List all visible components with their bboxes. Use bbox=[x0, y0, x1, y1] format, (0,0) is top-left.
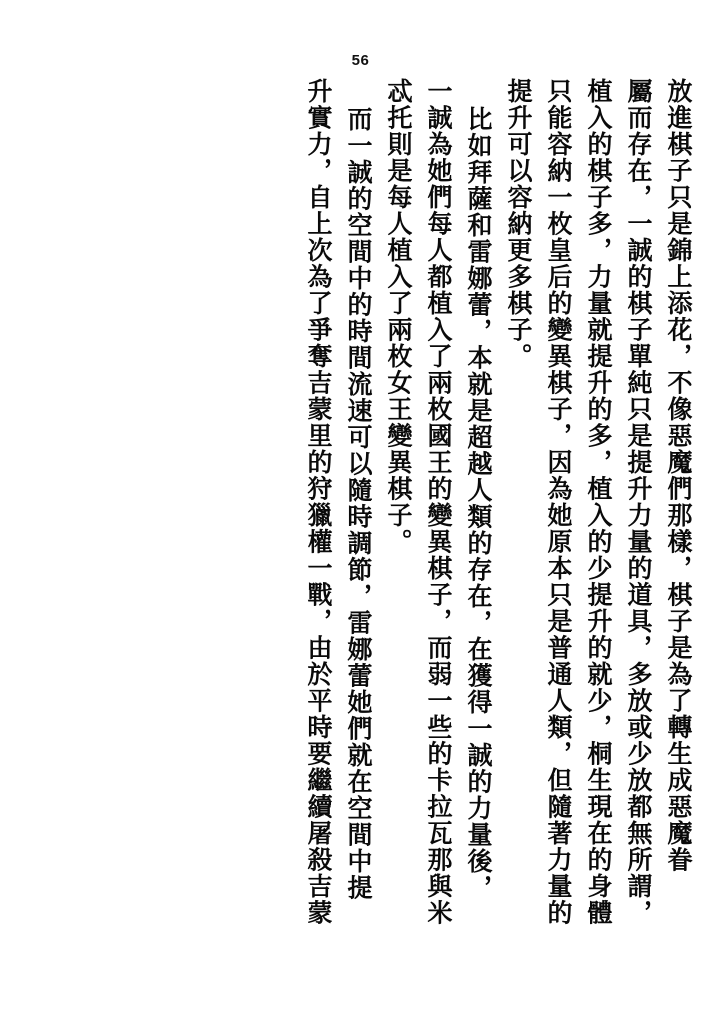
page-number: 56 bbox=[351, 52, 370, 69]
text-column: 植入的棋子多，力量就提升的多，植入的少提升的就少，桐生現在的身體 bbox=[584, 78, 613, 926]
text-column: 只能容納一枚皇后的變異棋子，因為她原本只是普通人類，但隨著力量的 bbox=[544, 78, 573, 926]
text-column: 一誠為她們每人都植入了兩枚國王的變異棋子，而弱一些的卡拉瓦那與米 bbox=[424, 78, 453, 926]
vertical-text-body bbox=[40, 78, 691, 1002]
text-column: 放進棋子只是錦上添花，不像惡魔們那樣，棋子是為了轉生成惡魔眷 bbox=[664, 78, 693, 873]
text-column: 忒托則是每人植入了兩枚女王變異棋子。 bbox=[384, 78, 413, 555]
text-column: 屬而存在，一誠的棋子單純只是提升力量的道具，多放或少放都無所謂， bbox=[624, 78, 653, 926]
text-column: 而一誠的空間中的時間流速可以隨時調節，雷娜蕾她們就在空間中提 bbox=[344, 106, 373, 901]
text-column: 比如拜薩和雷娜蕾，本就是超越人類的存在，在獲得一誠的力量後， bbox=[464, 106, 493, 901]
text-column: 提升可以容納更多棋子。 bbox=[504, 78, 533, 370]
text-column: 升實力，自上次為了爭奪吉蒙里的狩獵權一戰，由於平時要繼續屠殺吉蒙 bbox=[304, 78, 333, 926]
